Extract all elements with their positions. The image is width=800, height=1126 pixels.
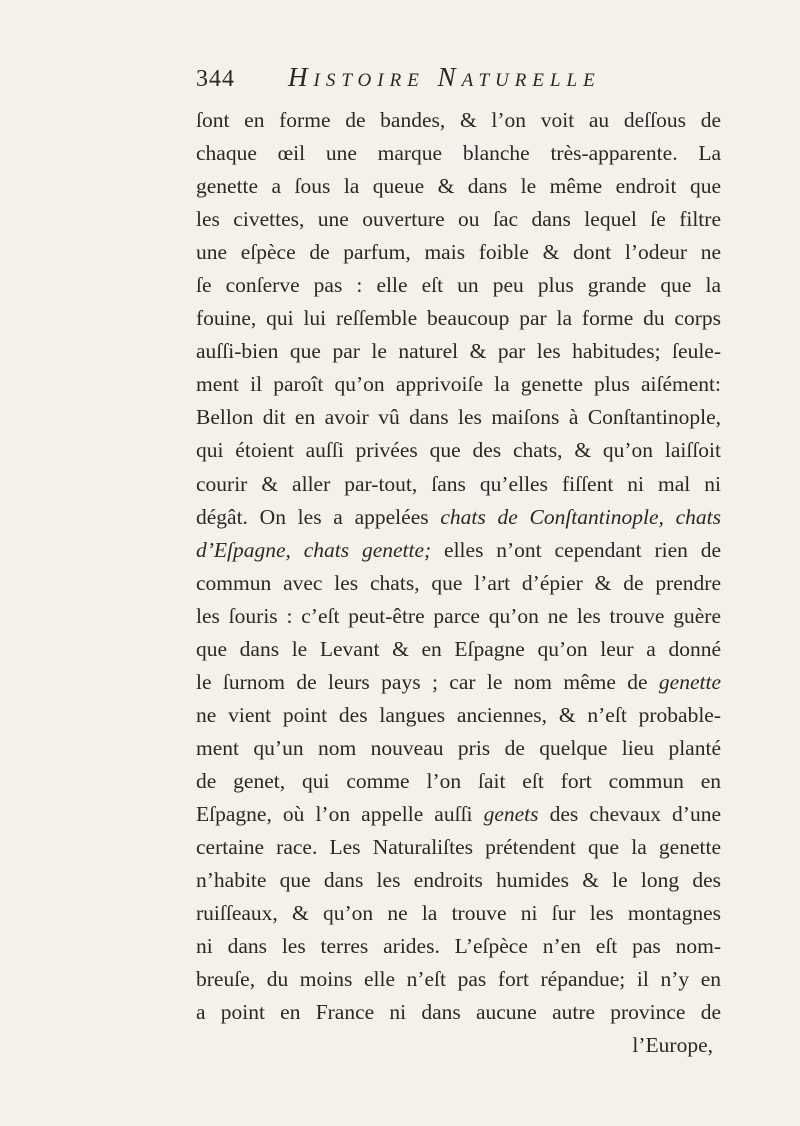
text-line: Bellon dit en avoir vû dans les maiſons à Conſtantinople, (196, 405, 721, 430)
text-line: certaine race. Les Naturaliſtes prétendent que la genette (196, 835, 721, 860)
body-text (196, 104, 721, 1062)
text-line: dégât. On les a appelées chats de Conſtantinople, chats (196, 504, 721, 529)
text-line: breuſe, du moins elle n’eſt pas fort répandue; il n’y en (196, 967, 721, 992)
text-line: que dans le Levant & en Eſpagne qu’on leur a donné (196, 636, 721, 661)
text-line: d’Eſpagne, chats genette; elles n’ont cependant rien de (196, 537, 721, 562)
text-line: ment qu’un nom nouveau pris de quelque lieu planté (196, 735, 721, 760)
text-line: ment il paroît qu’on apprivoiſe la genette plus aiſément: (196, 372, 721, 397)
page-header (196, 62, 716, 106)
text-line: ruiſſeaux, & qu’on ne la trouve ni ſur les montagnes (196, 901, 721, 926)
text-line: l’Europe, (632, 1033, 713, 1058)
text-line: une eſpèce de parfum, mais foible & dont l’odeur ne (196, 240, 721, 265)
text-line: qui étoient auſſi privées que des chats, & qu’on laiſſoit (196, 438, 721, 463)
text-line: genette a ſous la queue & dans le même endroit que (196, 174, 721, 199)
text-line: fouine, qui lui reſſemble beaucoup par la forme du corps (196, 306, 721, 331)
text-line: les civettes, une ouverture ou ſac dans lequel ſe filtre (196, 207, 721, 232)
text-line: commun avec les chats, que l’art d’épier & de prendre (196, 570, 721, 595)
text-line: ni dans les terres arides. L’eſpèce n’en eſt pas nom- (196, 934, 721, 959)
text-line: Eſpagne, où l’on appelle auſſi genets des chevaux d’une (196, 801, 721, 826)
text-line: les ſouris : c’eſt peut-être parce qu’on ne les trouve guère (196, 603, 721, 628)
text-line: auſſi-bien que par le naturel & par les habitudes; ſeule- (196, 339, 721, 364)
text-line: a point en France ni dans aucune autre province de (196, 1000, 721, 1025)
page-number: 344 (196, 66, 235, 92)
text-line: ſe conſerve pas : elle eſt un peu plus grande que la (196, 273, 721, 298)
text-line: de genet, qui comme l’on ſait eſt fort commun en (196, 768, 721, 793)
text-line: le ſurnom de leurs pays ; car le nom même de genette (196, 669, 721, 694)
text-line: ſont en forme de bandes, & l’on voit au deſſous de (196, 108, 721, 132)
text-line: n’habite que dans les endroits humides & le long des (196, 868, 721, 893)
text-line: ne vient point des langues anciennes, & n’eſt probable- (196, 702, 721, 727)
text-line: chaque œil une marque blanche très-apparente. La (196, 141, 721, 166)
text-line: courir & aller par-tout, ſans qu’elles fiſſent ni mal ni (196, 471, 721, 496)
running-title: Histoire Naturelle (288, 62, 601, 92)
